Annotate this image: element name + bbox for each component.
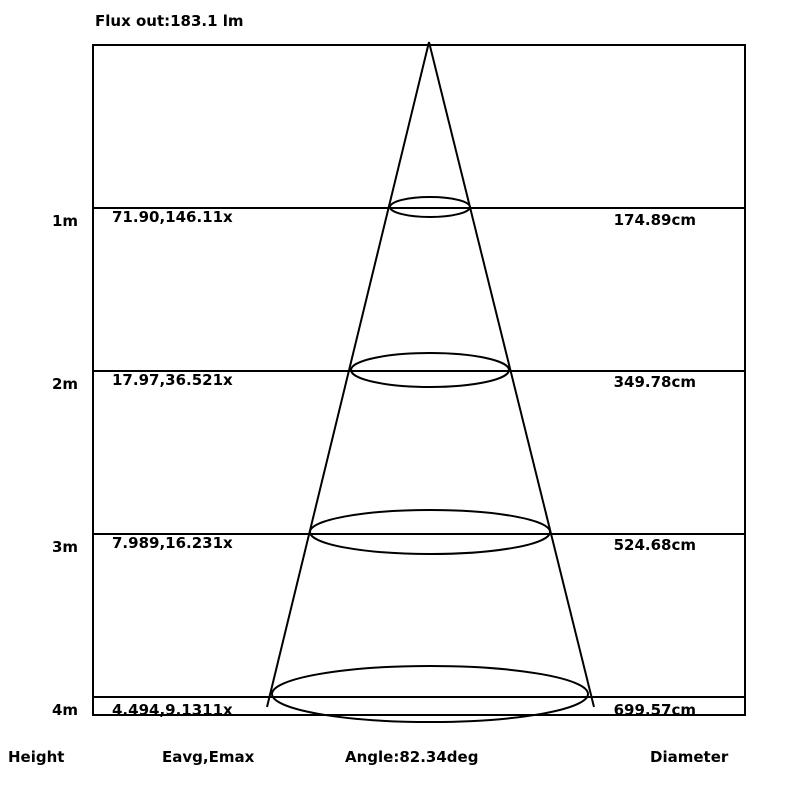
- height-label-3m: 3m: [52, 538, 79, 556]
- axis-caption-eavg-emax: Eavg,Emax: [162, 748, 255, 766]
- height-label-1m: 1m: [52, 212, 79, 230]
- axis-caption-beam-angle: Angle:82.34deg: [345, 748, 479, 766]
- illuminance-label-3m: 7.989,16.231x: [112, 534, 233, 552]
- axis-caption-height: Height: [8, 748, 65, 766]
- flux-output-label: Flux out:183.1 lm: [95, 12, 244, 30]
- height-label-2m: 2m: [52, 375, 79, 393]
- diameter-label-3m: 524.68cm: [613, 536, 696, 554]
- axis-caption-diameter: Diameter: [650, 748, 729, 766]
- plane-line-4m: [92, 696, 746, 698]
- diameter-label-1m: 174.89cm: [613, 211, 696, 229]
- diameter-label-4m: 699.57cm: [613, 701, 696, 719]
- illuminance-label-2m: 17.97,36.521x: [112, 371, 233, 389]
- diameter-label-2m: 349.78cm: [613, 373, 696, 391]
- illuminance-label-4m: 4.494,9.1311x: [112, 701, 233, 719]
- illuminance-label-1m: 71.90,146.11x: [112, 208, 233, 226]
- height-label-4m: 4m: [52, 701, 79, 719]
